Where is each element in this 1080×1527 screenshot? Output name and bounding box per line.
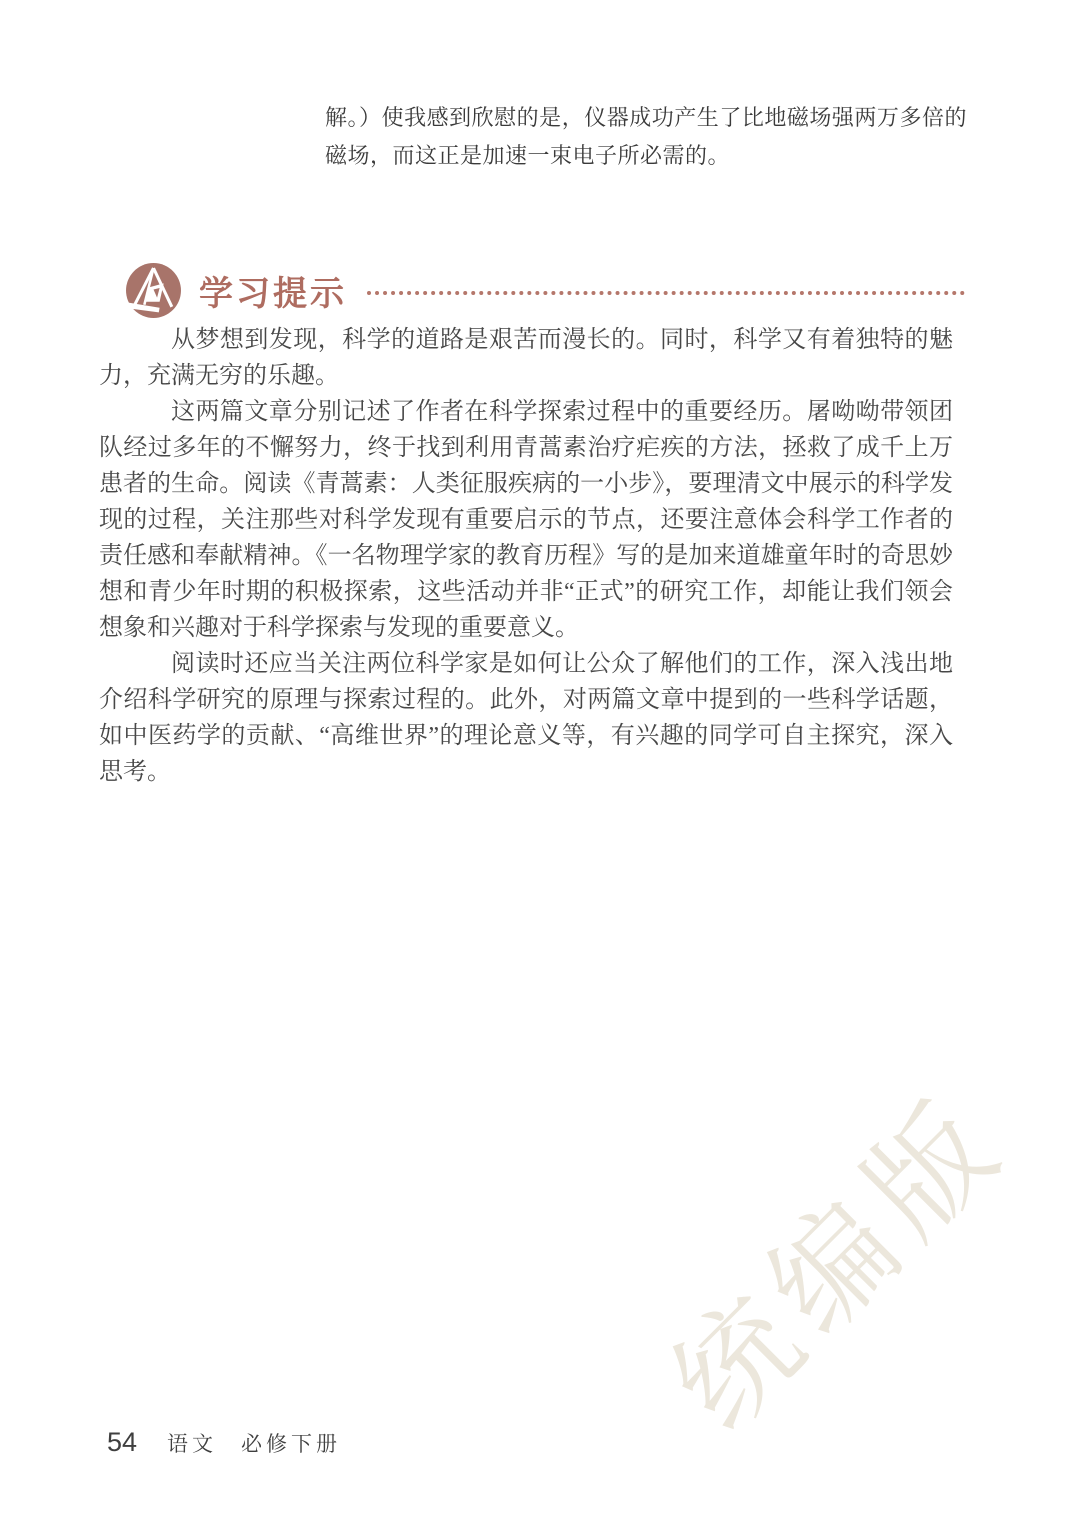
- edition-watermark: 统编版: [648, 1071, 1032, 1454]
- learning-tips-header: [125, 259, 965, 321]
- learning-tips-body: [99, 322, 953, 790]
- pep-series-emblem-icon: [125, 262, 182, 319]
- page-footer: [107, 1427, 341, 1458]
- dotted-divider: [367, 291, 965, 295]
- tips-paragraph-3: 阅读时还应当关注两位科学家是如何让公众了解他们的工作，深入浅出地介绍科学研究的原理与探索过程的。此外，对两篇文章中提到的一些科学话题，如中医药学的贡献、“高维世界”的理论意义等，有兴趣的同学可自主探究，深入思考。: [99, 651, 953, 785]
- tips-paragraph-1: 从梦想到发现，科学的道路是艰苦而漫长的。同时，科学又有着独特的魅力，充满无穷的乐趣。: [99, 327, 953, 389]
- tips-paragraph-2: 这两篇文章分别记述了作者在科学探索过程中的重要经历。屠呦呦带领团队经过多年的不懈努力，终于找到利用青蒿素治疗疟疾的方法，拯救了成千上万患者的生命。阅读《青蒿素：人类征服疾病的一小步》，要理清文中展示的科学发现的过程，关注那些对科学发现有重要启示的节点，还要注意体会科学工作者的责任感和奉献精神。《一名物理学家的教育历程》写的是加来道雄童年时的奇思妙想和青少年时期的积极探索，这些活动并非“正式”的研究工作，却能让我们领会想象和兴趣对于科学探索与发现的重要意义。: [99, 399, 953, 641]
- continuation-paragraph: 解。）使我感到欣慰的是，仪器成功产生了比地磁场强两万多倍的磁场，而这正是加速一束电子所必需的。: [325, 105, 967, 168]
- page-number: 54: [107, 1427, 138, 1457]
- book-subject-label: 语文: [167, 1432, 218, 1456]
- section-title: 学习提示: [199, 274, 347, 313]
- book-volume-label: 必修下册: [241, 1432, 342, 1456]
